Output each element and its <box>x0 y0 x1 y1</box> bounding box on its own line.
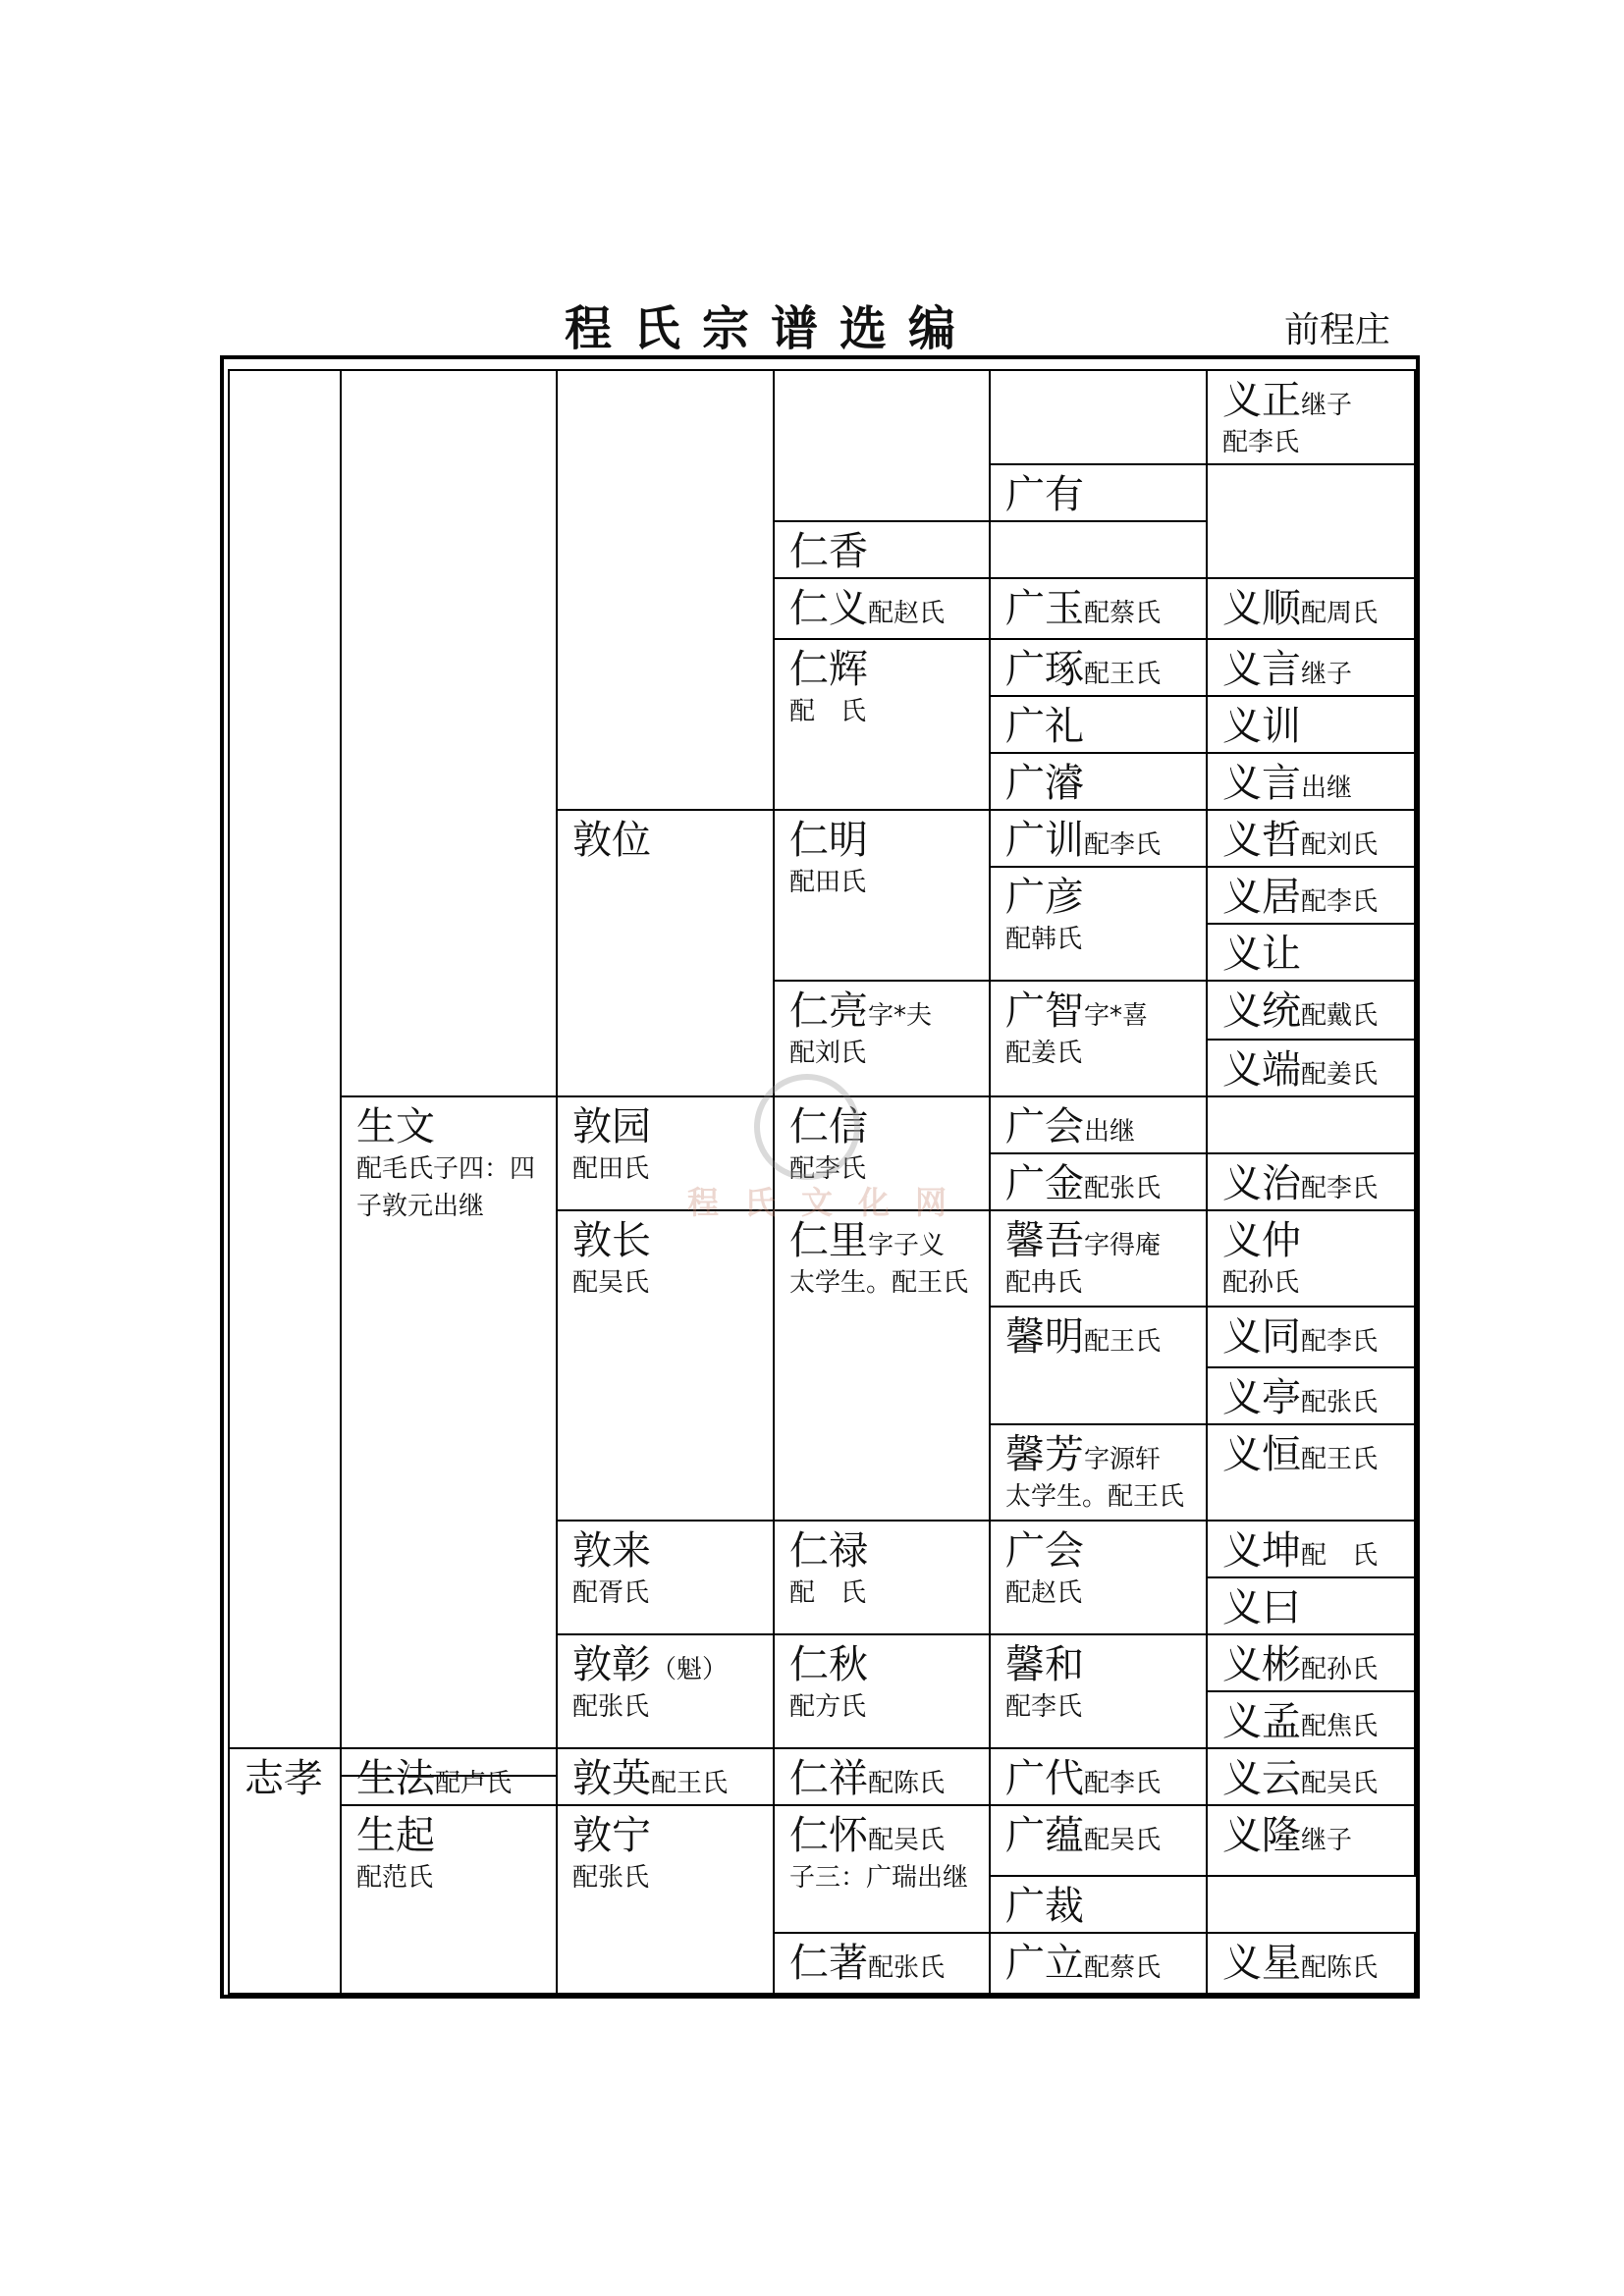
person-name: 义彬 <box>1222 1642 1301 1687</box>
inline-note: 配李氏 <box>1301 1327 1379 1357</box>
person-name: 仁祥 <box>789 1756 868 1801</box>
genealogy-cell <box>773 1804 991 1934</box>
person-name: 仁义 <box>789 586 868 631</box>
seal-watermark <box>754 1074 860 1180</box>
genealogy-cell <box>1206 1804 1416 1877</box>
genealogy-cell <box>1206 1576 1416 1635</box>
inline-note: 配张氏 <box>868 1953 946 1983</box>
genealogy-cell <box>989 1306 1208 1425</box>
inline-note: 继子 <box>1301 1826 1353 1855</box>
person-name: 生法 <box>356 1756 435 1801</box>
spouse-note: 配范氏 <box>356 1863 434 1893</box>
person-name: 义隆 <box>1222 1813 1301 1858</box>
spouse-note: 配赵氏 <box>1005 1578 1083 1608</box>
genealogy-cell <box>1206 809 1416 868</box>
spouse-note: 配田氏 <box>572 1154 650 1184</box>
inline-note: 配戴氏 <box>1301 1001 1379 1031</box>
genealogy-cell <box>989 1804 1208 1877</box>
spouse-note: 配田氏 <box>789 868 867 897</box>
genealogy-cell <box>989 1209 1208 1308</box>
genealogy-cell <box>773 638 991 811</box>
person-name: 馨芳 <box>1005 1432 1084 1477</box>
person-name: 仁禄 <box>789 1528 868 1574</box>
empty-cell <box>1206 1095 1416 1154</box>
person-name: 仁亮 <box>789 988 868 1034</box>
person-name: 义言 <box>1222 761 1301 806</box>
inline-note: 配焦氏 <box>1301 1712 1379 1741</box>
spouse-note: 配李氏 <box>1222 428 1300 457</box>
person-name: 义曰 <box>1222 1585 1301 1630</box>
genealogy-cell <box>989 866 1208 982</box>
person-name: 敦彰 <box>572 1642 651 1687</box>
spouse-note: 配冉氏 <box>1005 1268 1083 1298</box>
empty-cell <box>228 369 342 1749</box>
inline-note: 配陈氏 <box>868 1769 946 1798</box>
genealogy-cell <box>1206 1306 1416 1368</box>
inline-note: 字*喜 <box>1084 1001 1149 1031</box>
genealogy-cell <box>773 809 991 982</box>
person-name: 义星 <box>1222 1941 1301 1986</box>
genealogy-cell <box>1206 695 1416 754</box>
person-name: 义正 <box>1222 378 1301 423</box>
person-name: 广濬 <box>1005 761 1084 806</box>
person-name: 义云 <box>1222 1756 1301 1801</box>
genealogy-cell <box>1206 980 1416 1041</box>
inline-note: 配 氏 <box>1301 1541 1379 1571</box>
genealogy-cell <box>989 638 1208 697</box>
inline-note: 字源轩 <box>1084 1445 1162 1474</box>
inline-note: 配王氏 <box>651 1769 729 1798</box>
genealogy-cell <box>773 1633 991 1749</box>
inline-note: 继子 <box>1301 391 1353 420</box>
genealogy-cell <box>1206 1747 1416 1806</box>
genealogy-cell <box>989 1520 1208 1635</box>
inline-note: 配刘氏 <box>1301 830 1379 860</box>
spouse-note: 配胥氏 <box>572 1578 650 1608</box>
person-name: 义端 <box>1222 1047 1301 1093</box>
genealogy-cell <box>773 1209 991 1522</box>
spouse-note: 配毛氏子四：四子敦元出继 <box>356 1154 536 1221</box>
person-name: 敦长 <box>572 1218 651 1263</box>
person-name: 广有 <box>1005 472 1084 517</box>
genealogy-cell <box>989 980 1208 1097</box>
person-name: 敦来 <box>572 1528 651 1574</box>
person-name: 广金 <box>1005 1161 1084 1206</box>
inline-note: 配孙氏 <box>1301 1655 1379 1684</box>
genealogy-cell <box>773 1747 991 1806</box>
inline-note: 配吴氏 <box>1084 1826 1162 1855</box>
inline-note: 继子 <box>1301 660 1353 689</box>
inline-note: （魁） <box>651 1655 729 1684</box>
person-name: 广会 <box>1005 1528 1084 1574</box>
genealogy-cell <box>1206 1152 1416 1211</box>
person-name: 义坤 <box>1222 1528 1301 1574</box>
spouse-note: 子三：广瑞出继 <box>789 1863 969 1893</box>
person-name: 馨和 <box>1005 1642 1084 1687</box>
genealogy-cell <box>1206 1366 1416 1425</box>
empty-cell <box>556 369 775 811</box>
genealogy-cell <box>989 463 1208 522</box>
genealogy-cell <box>1206 923 1416 982</box>
person-name: 广会 <box>1005 1104 1084 1149</box>
person-name: 敦园 <box>572 1104 651 1149</box>
genealogy-cell <box>989 809 1208 868</box>
genealogy-cell <box>989 1423 1208 1522</box>
person-name: 生文 <box>356 1104 435 1149</box>
inline-note: 配王氏 <box>1301 1445 1379 1474</box>
person-name: 义恒 <box>1222 1432 1301 1477</box>
person-name: 义同 <box>1222 1314 1301 1360</box>
spouse-note: 配李氏 <box>1005 1692 1083 1722</box>
person-name: 义哲 <box>1222 818 1301 863</box>
person-name: 仁怀 <box>789 1813 868 1858</box>
person-name: 仁秋 <box>789 1642 868 1687</box>
place-name: 前程庄 <box>1284 310 1391 350</box>
genealogy-cell <box>228 1747 342 1995</box>
person-name: 仁辉 <box>789 647 868 692</box>
empty-cell <box>340 369 558 1097</box>
person-name: 广礼 <box>1005 704 1084 749</box>
genealogy-cell <box>1206 1633 1416 1692</box>
genealogy-cell <box>1206 638 1416 697</box>
person-name: 广立 <box>1005 1941 1084 1986</box>
person-name: 生起 <box>356 1813 435 1858</box>
spouse-note: 配方氏 <box>789 1692 867 1722</box>
person-name: 仁香 <box>789 529 868 574</box>
inline-note: 配周氏 <box>1301 599 1379 628</box>
person-name: 义让 <box>1222 932 1301 977</box>
inline-note: 配吴氏 <box>1301 1769 1379 1798</box>
spouse-note: 配李氏 <box>789 1154 867 1184</box>
inline-note: 配张氏 <box>1084 1174 1162 1203</box>
inline-note: 配姜氏 <box>1301 1060 1379 1090</box>
spouse-note: 配刘氏 <box>789 1039 867 1068</box>
genealogy-cell <box>989 1152 1208 1211</box>
genealogy-cell <box>340 1095 558 1777</box>
inline-note: 配赵氏 <box>868 599 946 628</box>
person-name: 广玉 <box>1005 586 1084 631</box>
person-name: 广代 <box>1005 1756 1084 1801</box>
person-name: 义治 <box>1222 1161 1301 1206</box>
person-name: 馨明 <box>1005 1314 1084 1360</box>
genealogy-cell <box>989 695 1208 754</box>
person-name: 广琢 <box>1005 647 1084 692</box>
spouse-note: 配吴氏 <box>572 1268 650 1298</box>
inline-note: 配王氏 <box>1084 1327 1162 1357</box>
genealogy-cell <box>989 1932 1208 1995</box>
spouse-note: 配张氏 <box>572 1863 650 1893</box>
person-name: 敦位 <box>572 818 651 863</box>
genealogy-cell <box>989 1633 1208 1749</box>
person-name: 义言 <box>1222 647 1301 692</box>
genealogy-cell <box>773 577 991 640</box>
genealogy-cell <box>1206 577 1416 640</box>
person-name: 义居 <box>1222 875 1301 920</box>
inline-note: 字子义 <box>868 1231 946 1260</box>
genealogy-cell <box>340 1804 558 1995</box>
person-name: 敦宁 <box>572 1813 651 1858</box>
page-title: 程氏宗谱选编 <box>565 301 978 356</box>
inline-note: 出继 <box>1084 1117 1136 1147</box>
person-name: 义顺 <box>1222 586 1301 631</box>
genealogy-cell <box>1206 1520 1416 1578</box>
spouse-note: 太学生。配王氏 <box>1005 1482 1185 1512</box>
person-name: 馨吾 <box>1005 1218 1084 1263</box>
inline-note: 配王氏 <box>1084 660 1162 689</box>
genealogy-cell <box>1206 1690 1416 1749</box>
genealogy-cell <box>989 1747 1208 1806</box>
genealogy-cell <box>989 1095 1208 1154</box>
empty-cell <box>989 369 1208 465</box>
genealogy-cell <box>1206 752 1416 811</box>
empty-cell <box>773 369 991 522</box>
genealogy-cell <box>556 809 775 1097</box>
inline-note: 配蔡氏 <box>1084 1953 1162 1983</box>
spouse-note: 配 氏 <box>789 697 867 726</box>
person-name: 仁明 <box>789 818 868 863</box>
watermark-text: 程氏文化网 <box>687 1184 973 1221</box>
person-name: 义训 <box>1222 704 1301 749</box>
person-name: 仁著 <box>789 1941 868 1986</box>
genealogy-cell <box>556 1520 775 1635</box>
inline-note: 字得庵 <box>1084 1231 1162 1260</box>
genealogy-cell <box>340 1747 558 1806</box>
genealogy-cell <box>556 1209 775 1522</box>
genealogy-cell <box>1206 1423 1416 1522</box>
inline-note: 配李氏 <box>1301 887 1379 917</box>
person-name: 义仲 <box>1222 1218 1301 1263</box>
spouse-note: 配 氏 <box>789 1578 867 1608</box>
genealogy-cell <box>556 1804 775 1995</box>
spouse-note: 配张氏 <box>572 1692 650 1722</box>
genealogy-cell <box>1206 1932 1416 1995</box>
inline-note: 配陈氏 <box>1301 1953 1379 1983</box>
person-name: 广训 <box>1005 818 1084 863</box>
person-name: 义孟 <box>1222 1699 1301 1744</box>
inline-note: 配蔡氏 <box>1084 599 1162 628</box>
person-name: 义亭 <box>1222 1375 1301 1420</box>
person-name: 志孝 <box>244 1756 323 1801</box>
person-name: 广彦 <box>1005 875 1084 920</box>
spouse-note: 太学生。配王氏 <box>789 1268 969 1298</box>
person-name: 广蕴 <box>1005 1813 1084 1858</box>
genealogy-cell <box>773 1520 991 1635</box>
genealogy-cell <box>1206 1039 1416 1097</box>
genealogy-cell <box>773 1932 991 1995</box>
person-name: 广裁 <box>1005 1884 1084 1929</box>
inline-note: 配李氏 <box>1301 1174 1379 1203</box>
inline-note: 配吴氏 <box>868 1826 946 1855</box>
spouse-note: 配韩氏 <box>1005 925 1083 954</box>
inline-note: 配张氏 <box>1301 1388 1379 1417</box>
inline-note: 字*夫 <box>868 1001 933 1031</box>
inline-note: 出继 <box>1301 774 1353 803</box>
genealogy-cell <box>556 1633 775 1749</box>
person-name: 仁里 <box>789 1218 868 1263</box>
inline-note: 配李氏 <box>1084 830 1162 860</box>
genealogy-cell <box>556 1747 775 1806</box>
inline-note: 配李氏 <box>1084 1769 1162 1798</box>
genealogy-cell <box>989 752 1208 811</box>
genealogy-cell <box>1206 369 1416 465</box>
spouse-note: 配姜氏 <box>1005 1039 1083 1068</box>
person-name: 义统 <box>1222 988 1301 1034</box>
genealogy-cell <box>773 520 991 579</box>
genealogy-cell <box>989 577 1208 640</box>
spouse-note: 配孙氏 <box>1222 1268 1300 1298</box>
person-name: 敦英 <box>572 1756 651 1801</box>
person-name: 仁信 <box>789 1104 868 1149</box>
genealogy-cell <box>1206 866 1416 925</box>
genealogy-cell <box>989 1875 1208 1934</box>
person-name: 广智 <box>1005 988 1084 1034</box>
genealogy-cell <box>1206 1209 1416 1308</box>
inline-note: 配卢氏 <box>435 1769 513 1798</box>
empty-cell <box>1206 463 1416 579</box>
